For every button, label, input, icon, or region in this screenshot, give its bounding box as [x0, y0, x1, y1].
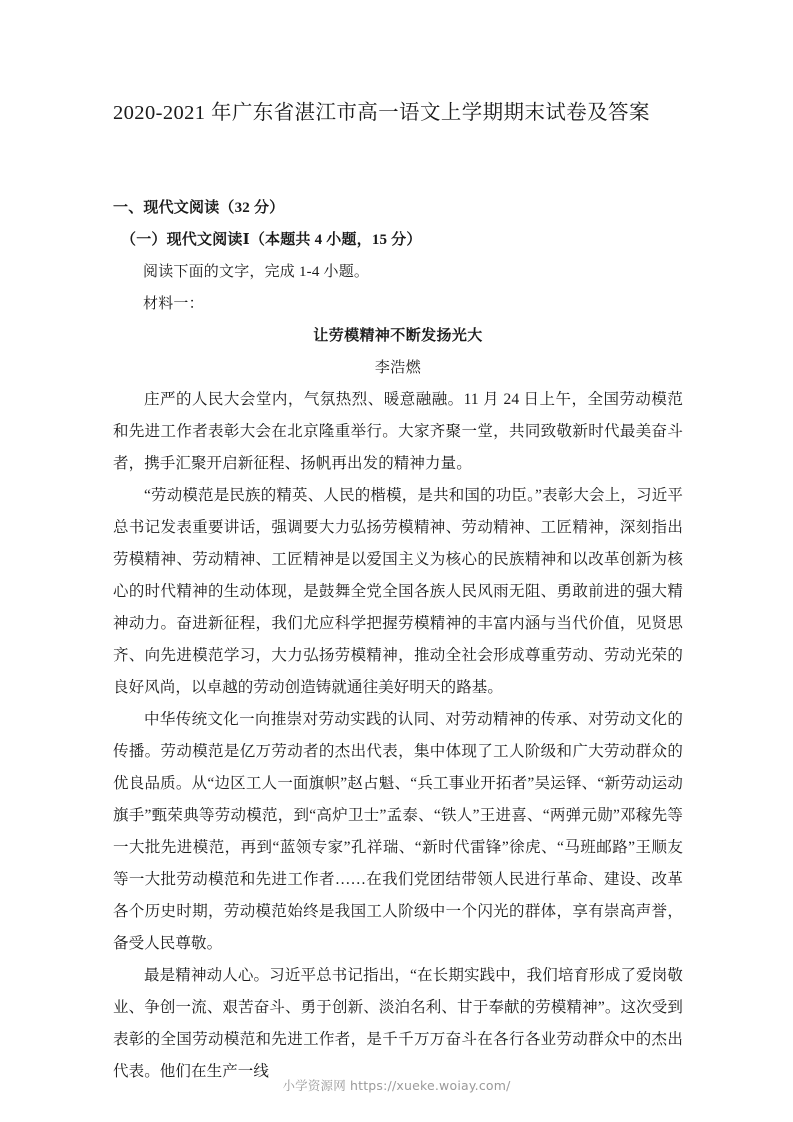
page-title: 2020-2021 年广东省湛江市高一语文上学期期末试卷及答案 [113, 102, 650, 124]
article-title: 让劳模精神不断发扬光大 [313, 328, 483, 344]
article-paragraph: 中华传统文化一向推崇对劳动实践的认同、对劳动精神的传承、对劳动文化的传播。劳动模范是亿万劳动者的杰出代表，集中体现了工人阶级和广大劳动群众的优良品质。从“边区工人一面旗帜”赵占魁、“兵工事业开拓者”吴运铎、“新劳动运动旗手”甄荣典等劳动模范，到“高炉卫士”孟泰、“铁人”王进喜、“两弹元勋”邓稼先等一大批先进模范，再到“蓝领专家”孔祥瑞、“新时代雷锋”徐虎、“马班邮路”王顺友等一大批劳动模范和先进工作者……在我们党团结带领人民进行革命、建设、改革各个历史时期，劳动模范始终是我国工人阶级中一个闪光的群体，享有崇高声誉，备受人民尊敬。 [113, 711, 683, 952]
title-spacer [113, 128, 683, 192]
material-label: 材料一： [143, 296, 204, 312]
article-paragraph: 庄严的人民大会堂内，气氛热烈、暖意融融。11 月 24 日上午，全国劳动模范和先进工作者表彰大会在北京隆重举行。大家齐聚一堂，共同致敬新时代最美奋斗者，携手汇聚开启新征程、扬帆再出发的精神力量。 [113, 391, 683, 472]
footer-watermark [0, 1076, 793, 1094]
subsection-heading-reading-one: （一）现代文阅读Ⅰ（本题共 4 小题，15 分） [121, 232, 422, 248]
document-content [113, 0, 683, 1088]
watermark-site-name: 小学资源网 [282, 1078, 346, 1093]
section-heading-modern-reading: 一、现代文阅读（32 分） [113, 200, 285, 216]
article-paragraph: “劳动模范是民族的精英、人民的楷模，是共和国的功臣。”表彰大会上，习近平总书记发表重要讲话，强调要大力弘扬劳模精神、劳动精神、工匠精神，深刻指出劳模精神、劳动精神、工匠精神是以爱国主义为核心的民族精神和以改革创新为核心的时代精神的生动体现，是鼓舞全党全国各族人民风雨无阻、勇敢前进的强大精神动力。奋进新征程，我们尤应科学把握劳模精神的丰富内涵与当代价值，见贤思齐、向先进模范学习，大力弘扬劳模精神，推动全社会形成尊重劳动、劳动光荣的良好风尚，以卓越的劳动创造铸就通往美好明天的路基。 [113, 487, 683, 696]
watermark-url: https://xueke.woiay.com/ [349, 1078, 511, 1093]
article-paragraph: 最是精神动人心。习近平总书记指出，“在长期实践中，我们培育形成了爱岗敬业、争创一流、艰苦奋斗、勇于创新、淡泊名利、甘于奉献的劳模精神”。这次受到表彰的全国劳动模范和先进工作者，是千千万万奋斗在各行各业劳动群众中的杰出代表。他们在生产一线 [113, 967, 683, 1080]
article-author: 李浩燃 [374, 360, 422, 376]
instruction-line: 阅读下面的文字，完成 1-4 小题。 [143, 264, 370, 280]
